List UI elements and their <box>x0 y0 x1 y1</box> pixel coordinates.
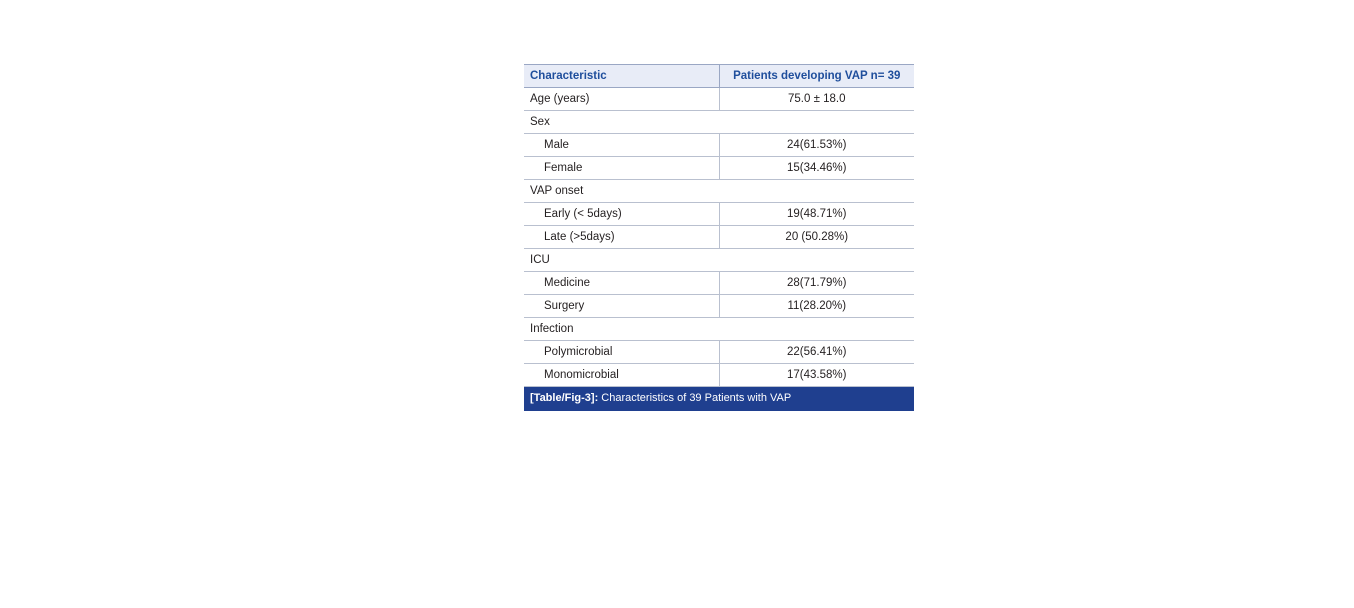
row-label: Surgery <box>524 295 719 318</box>
column-header-characteristic: Characteristic <box>524 65 719 88</box>
table-row <box>524 295 914 318</box>
row-label: Late (>5days) <box>524 226 719 249</box>
table-row <box>524 364 914 387</box>
row-value <box>719 249 914 272</box>
table-header-row <box>524 65 914 88</box>
table-row <box>524 180 914 203</box>
caption-label: [Table/Fig-3]: <box>530 392 599 404</box>
table-figure-3 <box>524 64 914 411</box>
caption-text: Characteristics of 39 Patients with VAP <box>598 392 792 404</box>
row-label: Age (years) <box>524 88 719 111</box>
row-label: ICU <box>524 249 719 272</box>
row-value: 20 (50.28%) <box>719 226 914 249</box>
row-label: Medicine <box>524 272 719 295</box>
row-value: 24(61.53%) <box>719 134 914 157</box>
row-label: VAP onset <box>524 180 719 203</box>
table-body <box>524 88 914 387</box>
row-value <box>719 180 914 203</box>
row-value: 28(71.79%) <box>719 272 914 295</box>
table-row <box>524 88 914 111</box>
table-row <box>524 249 914 272</box>
row-label: Female <box>524 157 719 180</box>
row-value <box>719 318 914 341</box>
table-row <box>524 318 914 341</box>
row-label: Sex <box>524 111 719 134</box>
characteristics-table <box>524 64 914 387</box>
table-caption <box>524 387 914 411</box>
row-label: Monomicrobial <box>524 364 719 387</box>
row-value: 19(48.71%) <box>719 203 914 226</box>
row-value: 17(43.58%) <box>719 364 914 387</box>
row-label: Infection <box>524 318 719 341</box>
table-header <box>524 65 914 88</box>
row-value: 22(56.41%) <box>719 341 914 364</box>
table-row <box>524 226 914 249</box>
row-value <box>719 111 914 134</box>
table-row <box>524 341 914 364</box>
table-row <box>524 272 914 295</box>
row-value: 75.0 ± 18.0 <box>719 88 914 111</box>
column-header-patients: Patients developing VAP n= 39 <box>719 65 914 88</box>
table-row <box>524 157 914 180</box>
table-row <box>524 203 914 226</box>
table-row <box>524 111 914 134</box>
row-label: Early (< 5days) <box>524 203 719 226</box>
table-row <box>524 134 914 157</box>
row-label: Polymicrobial <box>524 341 719 364</box>
row-value: 15(34.46%) <box>719 157 914 180</box>
row-label: Male <box>524 134 719 157</box>
row-value: 11(28.20%) <box>719 295 914 318</box>
